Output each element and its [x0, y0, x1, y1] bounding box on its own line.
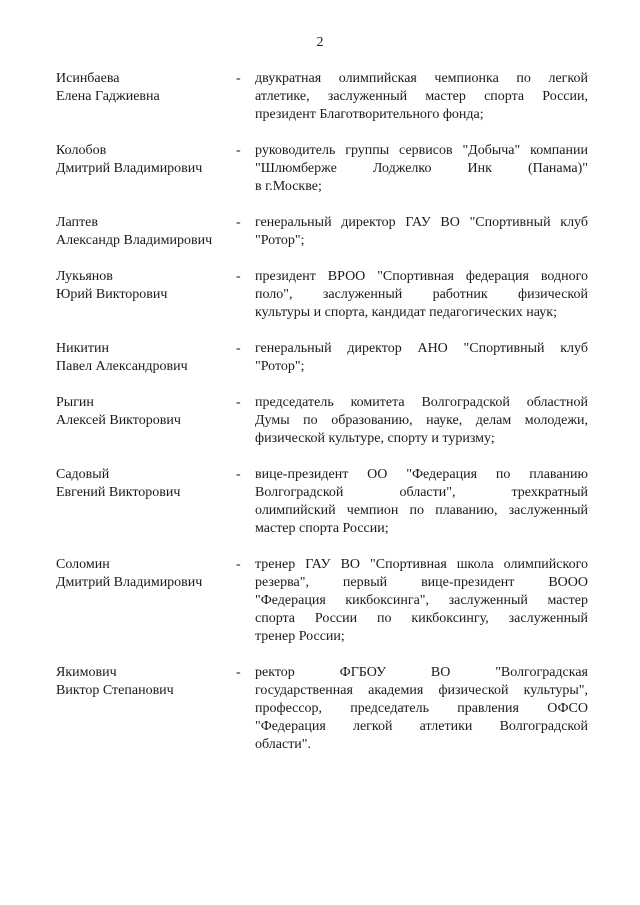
list-item	[0, 466, 640, 538]
person-name	[56, 214, 234, 250]
description	[255, 394, 588, 448]
description	[255, 340, 588, 376]
description	[255, 466, 588, 538]
description-line: государственная академия физической культуры",	[255, 683, 588, 698]
surname: Лукьянов	[56, 269, 113, 284]
description-line: генеральный директор АНО "Спортивный клуб	[255, 341, 588, 356]
description-line: президент Благотворительного фонда;	[255, 107, 484, 122]
person-name	[56, 394, 234, 430]
description-line: "Федерация легкой атлетики Волгоградской	[255, 719, 588, 734]
list-item	[0, 214, 640, 250]
description-line: вице-президент ОО "Федерация по плаванию	[255, 467, 588, 482]
surname: Рыгин	[56, 395, 94, 410]
description-line: председатель комитета Волгоградской областной	[255, 395, 588, 410]
surname: Садовый	[56, 467, 110, 482]
given-name: Юрий Викторович	[56, 287, 168, 302]
given-name: Алексей Викторович	[56, 413, 181, 428]
person-name	[56, 268, 234, 304]
member-list	[0, 70, 640, 754]
description-line: физической культуре, спорту и туризму;	[255, 431, 495, 446]
description-line: атлетике, заслуженный мастер спорта России,	[255, 89, 588, 104]
given-name: Павел Александрович	[56, 359, 188, 374]
person-name	[56, 142, 234, 178]
description-line: ректор ФГБОУ ВО "Волгоградская	[255, 665, 588, 680]
list-item	[0, 556, 640, 646]
description-line: поло", заслуженный работник физической	[255, 287, 588, 302]
description	[255, 556, 588, 646]
description-line: двукратная олимпийская чемпионка по легкой	[255, 71, 588, 86]
description	[255, 142, 588, 196]
dash: -	[236, 341, 241, 356]
description-line: "Ротор";	[255, 233, 305, 248]
description-line: культуры и спорта, кандидат педагогических наук;	[255, 305, 557, 320]
description-line: спорта России по кикбоксингу, заслуженный	[255, 611, 588, 626]
description-line: олимпийский чемпион по плаванию, заслуженный	[255, 503, 588, 518]
page-number: 2	[316, 35, 324, 50]
list-item	[0, 664, 640, 754]
person-name	[56, 466, 234, 502]
dash: -	[236, 467, 241, 482]
person-name	[56, 556, 234, 592]
surname: Исинбаева	[56, 71, 120, 86]
dash: -	[236, 71, 241, 86]
description	[255, 214, 588, 250]
given-name: Евгений Викторович	[56, 485, 181, 500]
description-line: тренер ГАУ ВО "Спортивная школа олимпийского	[255, 557, 588, 572]
list-item	[0, 142, 640, 196]
description-line: Волгоградской области", трехкратный	[255, 485, 588, 500]
list-item	[0, 394, 640, 448]
person-name	[56, 664, 234, 700]
description	[255, 268, 588, 322]
given-name: Виктор Степанович	[56, 683, 174, 698]
person-name	[56, 70, 234, 106]
description-line: "Шлюмберже Лоджелко Инк (Панама)"	[255, 161, 588, 176]
given-name: Александр Владимирович	[56, 233, 213, 248]
person-name	[56, 340, 234, 376]
given-name: Дмитрий Владимирович	[56, 575, 203, 590]
description	[255, 70, 588, 124]
description-line: "Ротор";	[255, 359, 305, 374]
dash: -	[236, 143, 241, 158]
given-name: Елена Гаджиевна	[56, 89, 160, 104]
description-line: резерва", первый вице-президент ВООО	[255, 575, 588, 590]
surname: Никитин	[56, 341, 109, 356]
dash: -	[236, 215, 241, 230]
dash: -	[236, 395, 241, 410]
description-line: руководитель группы сервисов "Добыча" компании	[255, 143, 588, 158]
description	[255, 664, 588, 754]
given-name: Дмитрий Владимирович	[56, 161, 203, 176]
description-line: мастер спорта России;	[255, 521, 389, 536]
description-line: президент ВРОО "Спортивная федерация водного	[255, 269, 588, 284]
list-item	[0, 340, 640, 376]
description-line: в г.Москве;	[255, 179, 322, 194]
description-line: области".	[255, 737, 312, 752]
dash: -	[236, 269, 241, 284]
surname: Колобов	[56, 143, 107, 158]
list-item	[0, 70, 640, 124]
surname: Соломин	[56, 557, 110, 572]
description-line: Думы по образованию, науке, делам молодежи,	[255, 413, 588, 428]
description-line: тренер России;	[255, 629, 345, 644]
description-line: генеральный директор ГАУ ВО "Спортивный клуб	[255, 215, 588, 230]
surname: Якимович	[56, 665, 117, 680]
dash: -	[236, 557, 241, 572]
surname: Лаптев	[56, 215, 98, 230]
description-line: "Федерация кикбоксинга", заслуженный мастер	[255, 593, 588, 608]
dash: -	[236, 665, 241, 680]
list-item	[0, 268, 640, 322]
description-line: профессор, председатель правления ОФСО	[255, 701, 588, 716]
